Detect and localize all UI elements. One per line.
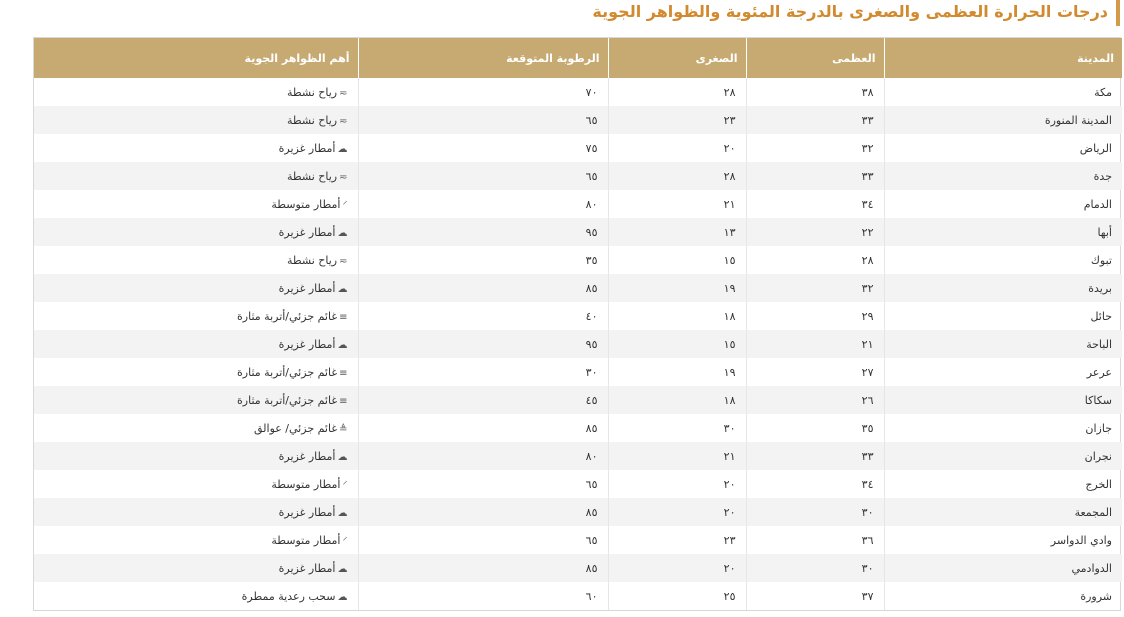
phenomenon-text: أمطار غزيرة — [278, 281, 336, 295]
column-header-phenomenon: أهم الظواهر الجوية — [244, 51, 350, 65]
min-temp-cell-text: ١٣ — [723, 225, 736, 239]
city-cell — [884, 582, 1122, 610]
section-header — [0, 0, 1124, 28]
city-cell — [884, 470, 1122, 498]
table-row — [34, 190, 1122, 218]
phenomenon-text: غائم جزئي/ عوالق — [253, 421, 338, 435]
min-temp-cell-text: ١٥ — [723, 337, 736, 351]
phenomenon-cell — [34, 554, 358, 582]
city-cell-text: حائل — [1090, 309, 1112, 323]
phenomenon-text: غائم جزئي/أتربة مثارة — [237, 309, 338, 323]
table-row — [34, 498, 1122, 526]
min-temp-cell-text: ١٨ — [723, 309, 736, 323]
table-row — [34, 302, 1122, 330]
table-row — [34, 330, 1122, 358]
phenomenon-text: أمطار متوسطة — [271, 198, 341, 211]
phenomenon-text: أمطار متوسطة — [271, 534, 341, 547]
column-header-max: العظمى — [746, 38, 884, 78]
max-temp-cell — [746, 442, 884, 470]
max-temp-cell — [746, 358, 884, 386]
wind-icon: ≂ — [339, 87, 348, 99]
phenomenon-text: أمطار غزيرة — [278, 505, 336, 519]
city-cell-text: المجمعة — [1074, 505, 1112, 519]
humidity-cell — [358, 162, 608, 190]
humidity-cell — [358, 190, 608, 218]
phenomenon-cell — [34, 246, 358, 274]
min-temp-cell — [608, 134, 746, 162]
phenomenon-text: أمطار غزيرة — [278, 449, 336, 463]
max-temp-cell — [746, 106, 884, 134]
max-temp-cell-text: ٣٢ — [861, 281, 874, 295]
min-temp-cell-text: ١٩ — [723, 365, 736, 379]
table-row — [34, 218, 1122, 246]
phenomenon-cell — [34, 442, 358, 470]
min-temp-cell-text: ١٥ — [723, 253, 736, 267]
max-temp-cell — [746, 470, 884, 498]
max-temp-cell — [746, 554, 884, 582]
max-temp-cell-text: ٢٦ — [861, 393, 874, 407]
humidity-cell-text: ٨٠ — [585, 449, 598, 463]
moderate-rain-icon: ⸌ — [342, 536, 348, 547]
humidity-cell-text: ٩٥ — [585, 337, 598, 351]
min-temp-cell — [608, 470, 746, 498]
table-row — [34, 162, 1122, 190]
min-temp-cell — [608, 526, 746, 554]
humidity-cell-text: ٩٥ — [585, 225, 598, 239]
city-cell — [884, 134, 1122, 162]
min-temp-cell-text: ١٩ — [723, 281, 736, 295]
min-temp-cell — [608, 162, 746, 190]
humidity-cell-text: ٦٥ — [585, 169, 598, 183]
city-cell-text: الخرج — [1085, 477, 1112, 491]
phenomenon-cell — [34, 190, 358, 218]
humidity-cell-text: ٣٥ — [585, 253, 598, 267]
heavy-rain-icon: ☁ — [337, 143, 348, 155]
city-cell-text: الباحة — [1086, 337, 1112, 351]
min-temp-cell — [608, 274, 746, 302]
city-cell-text: شرورة — [1080, 589, 1112, 603]
city-cell — [884, 526, 1122, 554]
min-temp-cell — [608, 358, 746, 386]
heavy-rain-icon: ☁ — [337, 507, 348, 519]
humidity-cell — [358, 582, 608, 610]
humidity-cell — [358, 106, 608, 134]
phenomenon-cell — [34, 162, 358, 190]
table-row — [34, 582, 1122, 610]
max-temp-cell — [746, 526, 884, 554]
max-temp-cell — [746, 190, 884, 218]
city-cell — [884, 442, 1122, 470]
min-temp-cell-text: ١٨ — [723, 393, 736, 407]
column-header-min: الصغرى — [608, 38, 746, 78]
max-temp-cell — [746, 246, 884, 274]
max-temp-cell-text: ٣٨ — [861, 85, 874, 99]
phenomenon-text: أمطار غزيرة — [278, 337, 336, 351]
phenomenon-cell — [34, 274, 358, 302]
humidity-cell — [358, 78, 608, 106]
city-cell — [884, 386, 1122, 414]
min-temp-cell — [608, 442, 746, 470]
humidity-cell — [358, 554, 608, 582]
max-temp-cell — [746, 274, 884, 302]
max-temp-cell-text: ٢٩ — [861, 309, 874, 323]
table-row — [34, 358, 1122, 386]
humidity-cell-text: ٧٥ — [585, 141, 598, 155]
min-temp-cell — [608, 330, 746, 358]
city-cell-text: سكاكا — [1084, 393, 1112, 407]
min-temp-cell-text: ٢١ — [723, 197, 736, 211]
table-header-row — [34, 38, 1122, 78]
max-temp-cell-text: ٢٨ — [861, 253, 874, 267]
city-cell-text: عرعر — [1086, 365, 1112, 379]
phenomenon-text: غائم جزئي/أتربة مثارة — [237, 393, 338, 407]
humidity-cell-text: ٣٠ — [585, 365, 598, 379]
min-temp-cell-text: ٢٠ — [723, 505, 736, 519]
humidity-cell-text: ٨٥ — [585, 561, 598, 575]
max-temp-cell-text: ٣٣ — [861, 169, 874, 183]
max-temp-cell-text: ٣٠ — [861, 561, 874, 575]
max-temp-cell-text: ٣٣ — [861, 113, 874, 127]
city-cell — [884, 162, 1122, 190]
city-cell — [884, 274, 1122, 302]
humidity-cell — [358, 218, 608, 246]
min-temp-cell-text: ٢٣ — [723, 533, 736, 547]
max-temp-cell-text: ٣٠ — [861, 505, 874, 519]
min-temp-cell-text: ٢٥ — [723, 589, 736, 603]
heavy-rain-icon: ☁ — [337, 283, 348, 295]
city-cell-text: وادي الدواسر — [1050, 533, 1112, 547]
city-cell — [884, 414, 1122, 442]
phenomenon-text: أمطار غزيرة — [278, 225, 336, 239]
phenomenon-text: رياح نشطة — [286, 113, 338, 127]
humidity-cell-text: ٧٠ — [585, 85, 598, 99]
max-temp-cell — [746, 414, 884, 442]
min-temp-cell — [608, 554, 746, 582]
min-temp-cell-text: ٢٠ — [723, 141, 736, 155]
city-cell — [884, 246, 1122, 274]
weather-table-container — [33, 37, 1121, 611]
humidity-cell — [358, 302, 608, 330]
min-temp-cell-text: ٢١ — [723, 449, 736, 463]
phenomenon-text: غائم جزئي/أتربة مثارة — [237, 365, 338, 379]
max-temp-cell-text: ٣٦ — [861, 533, 874, 547]
moderate-rain-icon: ⸌ — [342, 480, 348, 491]
weather-table — [34, 38, 1122, 610]
city-cell-text: جدة — [1093, 169, 1112, 183]
min-temp-cell — [608, 582, 746, 610]
city-cell — [884, 106, 1122, 134]
max-temp-cell — [746, 498, 884, 526]
max-temp-cell — [746, 218, 884, 246]
column-header-humidity: الرطوبة المتوقعة — [358, 38, 608, 78]
phenomenon-cell — [34, 302, 358, 330]
wind-icon: ≂ — [339, 171, 348, 183]
phenomenon-text: أمطار غزيرة — [278, 141, 336, 155]
max-temp-cell — [746, 302, 884, 330]
phenomenon-cell — [34, 78, 358, 106]
city-cell-text: بريدة — [1088, 281, 1112, 295]
city-cell — [884, 358, 1122, 386]
heavy-rain-icon: ☁ — [337, 227, 348, 239]
humidity-cell — [358, 414, 608, 442]
phenomenon-cell — [34, 386, 358, 414]
humidity-cell — [358, 526, 608, 554]
min-temp-cell — [608, 218, 746, 246]
phenomenon-cell — [34, 414, 358, 442]
max-temp-cell-text: ٣٤ — [861, 477, 874, 491]
min-temp-cell-text: ٢٨ — [723, 169, 736, 183]
table-row — [34, 414, 1122, 442]
min-temp-cell — [608, 386, 746, 414]
max-temp-cell — [746, 134, 884, 162]
phenomenon-text: رياح نشطة — [286, 169, 338, 183]
city-cell-text: جازان — [1085, 421, 1112, 435]
humidity-cell-text: ٨٥ — [585, 421, 598, 435]
humidity-cell — [358, 330, 608, 358]
thunderstorm-icon: ☁ — [337, 591, 348, 603]
table-body — [34, 78, 1122, 610]
humidity-cell — [358, 274, 608, 302]
city-cell-text: مكة — [1094, 85, 1112, 99]
table-row — [34, 470, 1122, 498]
phenomenon-text: سحب رعدية ممطرة — [241, 589, 336, 603]
max-temp-cell-text: ٣٥ — [861, 421, 874, 435]
humidity-cell — [358, 442, 608, 470]
table-row — [34, 442, 1122, 470]
max-temp-cell-text: ٣٣ — [861, 449, 874, 463]
min-temp-cell-text: ٣٠ — [723, 421, 736, 435]
humidity-cell-text: ٨٠ — [585, 197, 598, 211]
max-temp-cell-text: ٣٢ — [861, 141, 874, 155]
phenomenon-text: رياح نشطة — [286, 85, 338, 99]
humidity-cell-text: ٤٠ — [585, 309, 598, 323]
max-temp-cell — [746, 386, 884, 414]
min-temp-cell-text: ٢٣ — [723, 113, 736, 127]
dust-icon: ≡ — [339, 367, 348, 379]
humidity-cell-text: ٦٥ — [585, 477, 598, 491]
title-accent-bar — [1116, 0, 1120, 26]
table-row — [34, 246, 1122, 274]
dust-icon: ≡ — [339, 395, 348, 407]
min-temp-cell — [608, 106, 746, 134]
humidity-cell — [358, 498, 608, 526]
phenomenon-cell — [34, 358, 358, 386]
city-cell — [884, 190, 1122, 218]
humidity-cell-text: ٨٥ — [585, 281, 598, 295]
humidity-cell — [358, 246, 608, 274]
city-cell — [884, 330, 1122, 358]
min-temp-cell — [608, 190, 746, 218]
max-temp-cell-text: ٢١ — [861, 337, 874, 351]
max-temp-cell — [746, 78, 884, 106]
humidity-cell — [358, 386, 608, 414]
table-row — [34, 526, 1122, 554]
moderate-rain-icon: ⸌ — [342, 200, 348, 211]
city-cell — [884, 554, 1122, 582]
max-temp-cell-text: ٢٢ — [861, 225, 874, 239]
min-temp-cell — [608, 498, 746, 526]
table-row — [34, 274, 1122, 302]
min-temp-cell — [608, 246, 746, 274]
phenomenon-text: رياح نشطة — [286, 253, 338, 267]
max-temp-cell — [746, 330, 884, 358]
max-temp-cell-text: ٣٧ — [861, 589, 874, 603]
humidity-cell-text: ٦٥ — [585, 533, 598, 547]
min-temp-cell-text: ٢٠ — [723, 477, 736, 491]
table-row — [34, 106, 1122, 134]
table-row — [34, 78, 1122, 106]
heavy-rain-icon: ☁ — [337, 563, 348, 575]
phenomenon-cell — [34, 498, 358, 526]
city-cell-text: الرياض — [1079, 141, 1112, 155]
max-temp-cell-text: ٢٧ — [861, 365, 874, 379]
max-temp-cell — [746, 162, 884, 190]
max-temp-cell-text: ٣٤ — [861, 197, 874, 211]
min-temp-cell-text: ٢٠ — [723, 561, 736, 575]
humidity-cell — [358, 470, 608, 498]
table-row — [34, 386, 1122, 414]
phenomenon-cell — [34, 106, 358, 134]
min-temp-cell — [608, 302, 746, 330]
column-header-city: المدينة — [884, 38, 1122, 78]
min-temp-cell-text: ٢٨ — [723, 85, 736, 99]
city-cell — [884, 498, 1122, 526]
min-temp-cell — [608, 414, 746, 442]
table-row — [34, 134, 1122, 162]
city-cell — [884, 78, 1122, 106]
dust-icon: ≡ — [339, 311, 348, 323]
wind-icon: ≂ — [339, 255, 348, 267]
haze-icon: ≜ — [339, 423, 348, 435]
city-cell-text: نجران — [1084, 449, 1112, 463]
city-cell-text: أبها — [1097, 225, 1112, 239]
heavy-rain-icon: ☁ — [337, 339, 348, 351]
humidity-cell — [358, 134, 608, 162]
city-cell-text: المدينة المنورة — [1044, 113, 1112, 127]
phenomenon-text: أمطار متوسطة — [271, 478, 341, 491]
phenomenon-cell — [34, 330, 358, 358]
humidity-cell-text: ٦٥ — [585, 113, 598, 127]
city-cell — [884, 302, 1122, 330]
humidity-cell-text: ٨٥ — [585, 505, 598, 519]
min-temp-cell — [608, 78, 746, 106]
heavy-rain-icon: ☁ — [337, 451, 348, 463]
humidity-cell-text: ٤٥ — [585, 393, 598, 407]
humidity-cell — [358, 358, 608, 386]
phenomenon-cell — [34, 218, 358, 246]
phenomenon-cell — [34, 470, 358, 498]
city-cell-text: تبوك — [1090, 253, 1112, 267]
city-cell-text: الدمام — [1083, 197, 1112, 211]
phenomenon-cell — [34, 134, 358, 162]
city-cell — [884, 218, 1122, 246]
phenomenon-cell — [34, 526, 358, 554]
wind-icon: ≂ — [339, 115, 348, 127]
phenomenon-text: أمطار غزيرة — [278, 561, 336, 575]
table-row — [34, 554, 1122, 582]
humidity-cell-text: ٦٠ — [585, 589, 598, 603]
max-temp-cell — [746, 582, 884, 610]
city-cell-text: الدوادمي — [1071, 561, 1112, 575]
phenomenon-cell — [34, 582, 358, 610]
page-title: درجات الحرارة العظمى والصغرى بالدرجة المئوية والظواهر الجوية — [592, 2, 1108, 21]
